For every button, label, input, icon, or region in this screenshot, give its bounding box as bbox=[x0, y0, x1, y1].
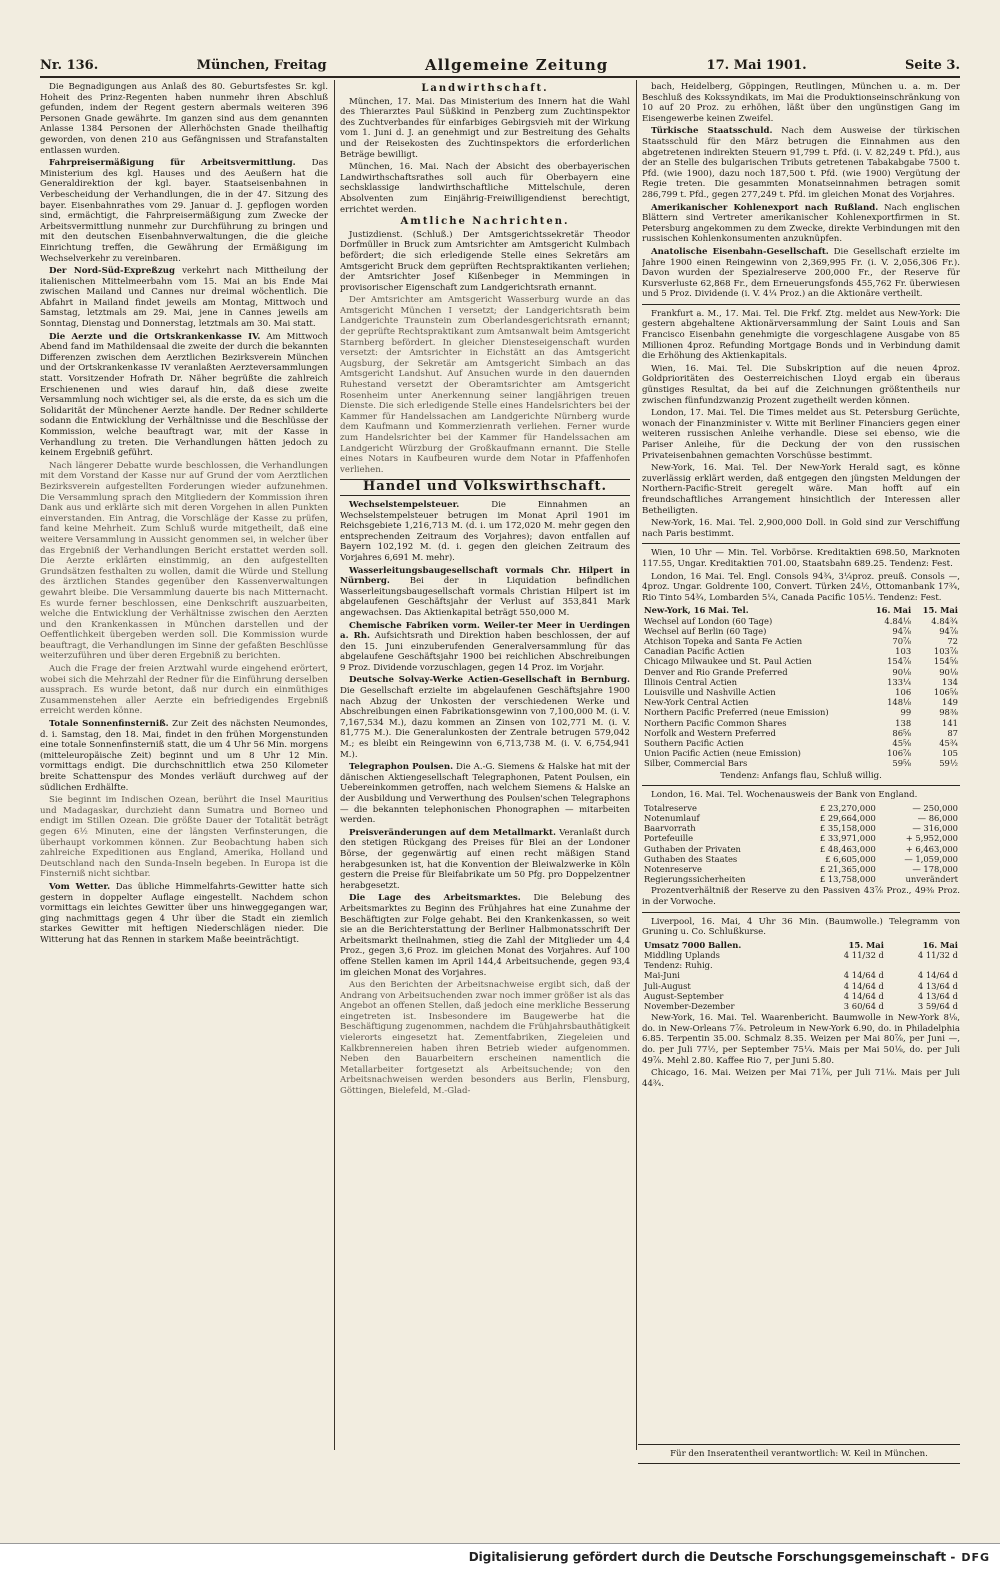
column-rule-2 bbox=[636, 80, 637, 1450]
divider bbox=[642, 304, 960, 305]
row-value: 103 bbox=[895, 646, 912, 657]
row-value: 90⅛ bbox=[892, 666, 912, 677]
table-note: Prozentverhältniß der Reserve zu den Passiven 43⅞ Proz., 49⅜ Proz. in der Vorwoche. bbox=[642, 886, 960, 907]
row-label: Southern Pacific Actien bbox=[644, 737, 744, 748]
row-value: — 1,059,000 bbox=[904, 853, 958, 864]
table-title: London, 16. Mai. Tel. Wochenausweis der Bank von England. bbox=[651, 790, 918, 801]
bank-of-england-table bbox=[642, 803, 960, 885]
telegram: Wien, 16. Mai. Tel. Die Subskription auf die neuen 4proz. Goldprioritäten des Oesterreichischen Lloyd ergab ein überaus günstiges Resultat, da bei auf die Zeichnungen größtentheils nur zwischen fünfundzwanzig Prozent zugetheilt werden können. bbox=[642, 363, 960, 406]
table-title: Liverpool, 16. Mai, 4 Uhr 36 Min. (Baumwolle.) Telegramm von Gruning u. Co. Schlußkurse. bbox=[642, 916, 960, 938]
article-text: Justizdienst. (Schluß.) Der Amtsgerichtssekretär Theodor Dorfmüller in Bruck zum Amtsrichter am Amtsgericht Kulmbach befördert; die sich erledigende Stelle eines Sekretärs am Amtsgericht Bruck dem geprüften Rechtspraktikanten verliehen; der Amtsrichter Josef Kißenbeger in Memmingen in provisorischer Eigenschaft zum Landgerichtsrath ernannt. bbox=[340, 229, 630, 293]
issue-number: Nr. 136. bbox=[40, 57, 99, 73]
article-heading: Die Lage des Arbeitsmarktes. bbox=[349, 893, 521, 904]
row-label: Tendenz: Ruhig. bbox=[644, 960, 713, 971]
row-label: Regierungssicherheiten bbox=[644, 874, 746, 885]
tendency: Tendenz: Anfangs flau, Schluß willig. bbox=[720, 770, 882, 781]
row-label: Union Pacific Actien (neue Emission) bbox=[644, 748, 801, 759]
column-header: 15. Mai bbox=[922, 605, 958, 616]
table-row bbox=[642, 970, 960, 980]
article-continuation: Sie beginnt im Indischen Ozean, berührt die Insel Mauritius und Madagaskar, durchzieht dann Sumatra und Borneo und endigt im Stillen Ozean. Die größte Dauer der Totalität beträgt gegen 6½ Minuten, eine der längsten Verfinsterungen, die überhaupt vorkommen können. Zur Beobachtung haben sich zahlreiche Expeditionen aus England, Amerika, Holland und Deutschland nach den Sunda-Inseln begeben. In Europa ist die Finsterniß nicht sichtbar. bbox=[40, 795, 328, 880]
row-label: Illinois Central Actien bbox=[644, 676, 738, 687]
row-value: 59⅝ bbox=[892, 758, 912, 769]
row-value: 99 bbox=[900, 707, 912, 718]
row-label: New-York Central Actien bbox=[644, 697, 749, 708]
row-label: Denver and Rio Grande Preferred bbox=[644, 666, 788, 677]
row-value: 3 59/64 d bbox=[917, 1000, 958, 1011]
row-value: 4.84¾ bbox=[931, 615, 958, 626]
row-value bbox=[886, 960, 960, 970]
row-value: 98⅜ bbox=[939, 707, 958, 718]
row-value: + 6,463,000 bbox=[905, 843, 958, 854]
row-value: 134 bbox=[942, 676, 958, 687]
row-value: £ 33,971,000 bbox=[819, 833, 876, 844]
row-label: Notenumlauf bbox=[644, 812, 700, 823]
table-row bbox=[642, 960, 960, 970]
row-label: Guthaben der Privaten bbox=[644, 843, 741, 854]
table-row bbox=[642, 616, 960, 626]
article-heading: Amerikanischer Kohlenexport nach Rußland. bbox=[651, 202, 879, 213]
row-label: Northern Pacific Preferred (neue Emission) bbox=[644, 707, 829, 718]
row-value: 4 14/64 d bbox=[917, 970, 958, 981]
row-value: 154⅝ bbox=[933, 656, 958, 667]
row-label: November-Dezember bbox=[644, 1000, 735, 1011]
article-heading: Vom Wetter. bbox=[49, 881, 111, 892]
column-3 bbox=[642, 82, 960, 1430]
table-row bbox=[642, 833, 960, 843]
table-row bbox=[642, 656, 960, 666]
telegram: New-York, 16. Mai. Tel. Waarenbericht. Baumwolle in New-York 8⅛, do. in New-Orleans 7⅞. Petroleum in New-York 6.90, do. in Philadelphia 6.85. Terpentin 35.00. Schmalz 8.35. Weizen per Mai 80⅞, per Juni —, do. per Juli 77½, per September 75¼. Mais per Mai 50⅛, do. per Juli 49⅞. Mehl 2.80. Kaffee Rio 7, per Juni 5.80. bbox=[642, 1013, 960, 1066]
row-value: 103⅞ bbox=[933, 646, 958, 657]
column-2 bbox=[340, 82, 630, 1480]
divider bbox=[642, 785, 960, 786]
liverpool-cotton-table bbox=[642, 940, 960, 1011]
row-label: Norfolk and Western Preferred bbox=[644, 727, 776, 738]
table-row bbox=[642, 844, 960, 854]
row-value: 4 14/64 d bbox=[843, 980, 884, 991]
article-heading: Wasserleitungsbaugesellschaft vormals Chr. Hilpert in Nürnberg. bbox=[340, 565, 630, 587]
article-text: Das Ministerium des kgl. Hauses und des Aeußern hat die Generaldirektion der kgl. bayer. Staatseisenbahnen in Verbescheidung der Verhandlungen, die in der 47. Sitzung des bayer. Eisenbahnrathes vom 29. Januar d. J. gepflogen worden sind, ermächtigt, die Fahrpreisermäßigung zum Zwecke der Arbeitsvermittlung nunmehr zur Durchführung zu bringen und mit den deutschen Eisenbahnverwaltungen, die die gleiche Einrichtung treffen, die Gewährung der Ermäßigung im Wechselverkehr zu vereinbaren. bbox=[40, 158, 328, 264]
article-pardons: Die Begnadigungen aus Anlaß des 80. Geburtsfestes Sr. kgl. Hoheit des Prinz-Regenten haben nunmehr ihren Abschluß gefunden, indem der Regent gestern abermals weiteren 396 Personen Gnade gewährte. Im ganzen sind aus dem genannten Anlasse 1384 Personen der Allerhöchsten Gnade theilhaftig geworden, von denen 210 aus Gefängnissen und Strafanstalten entlassen wurden. bbox=[40, 82, 328, 156]
row-value: 4 14/64 d bbox=[843, 970, 884, 981]
row-label: Totalreserve bbox=[644, 802, 697, 813]
table-title: New-York, 16 Mai. Tel. bbox=[644, 605, 749, 616]
article-text: Zur Zeit des nächsten Neumondes, d. i. Samstag, den 18. Mai, findet in den frühen Morgenstunden eine totale Sonnenfinsterniß statt, die um 4 Uhr 56 Min. morgens (mitteleuropäische Zeit) beginnt und um 8 Uhr 12 Min. vormittags endigt. Die durchschnittlich etwa 250 Kilometer breite Schattenspur des Mondes verläuft durchweg auf der südlichen Erdhälfte. bbox=[40, 719, 328, 793]
article-text: Die Gesellschaft erzielte im abgelaufenen Geschäftsjahre 1900 nach Abzug der Unkosten der verschiedenen Werke und Abschreibungen einen Fabrikationsgewinn von 7,100,000 M. (i. V. 7,167,534 M.), dazu kommen an Zinsen von 102,771 M. (i. V. 81,775 M.). Die Generalunkosten der Zentrale betrugen 579,042 M.; es bleibt ein Reingewinn von 6,713,738 M. (i. V. 6,754,941 M.). bbox=[340, 686, 630, 760]
article-heading: Türkische Staatsschuld. bbox=[651, 126, 773, 137]
row-value: — 250,000 bbox=[912, 802, 958, 813]
article-text: Am Mittwoch Abend fand im Mathildensaal die zweite der durch die bekannten Differenzen zwischen dem Aerztlichen Bezirksverein München und der Ortskrankenkasse IV veranlaßten Aerzteversammlungen statt. Vorsitzender Hofrath Dr. Näher begrüßte die zahlreich Erschienenen und wies darauf hin, daß diese zweite Versammlung noch wichtiger sei, als die erste, da es sich um die Solidarität der Münchener Aerzte handle. Der Redner schilderte sodann die Entwicklung der Verhältnisse und die Beschlüsse der Kommission, welche beauftragt war, mit der Kasse in Verhandlung zu treten. Die Verhandlungen hätten jedoch zu keinem Ergebniß geführt. bbox=[40, 331, 328, 459]
divider bbox=[638, 1444, 960, 1445]
editor-line: Für den Inseratentheil verantwortlich: W. Keil in München. bbox=[670, 1449, 928, 1459]
row-value: 4.84⅛ bbox=[884, 615, 912, 626]
article-heading: Chemische Fabriken vorm. Weiler-ter Meer in Uerdingen a. Rh. bbox=[340, 620, 630, 642]
table-header-row bbox=[642, 940, 960, 950]
article-text: bach, Heidelberg, Göppingen, Reutlingen, München u. a. m. Der Beschluß des Kokssyndikats, im Mai die Produktionseinschränkung von 10 auf 20 Proz. zu erhöhen, läßt über den ungünstigen Gang im Eisengewerbe keinen Zweifel. bbox=[642, 82, 960, 124]
telegram: London, 16 Mai. Tel. Engl. Consols 94¾, 3¼proz. preuß. Consols —, 4proz. Ungar. Goldrente 100, Convert. Türken 24½, Ottomanbank 17¾, Rio Tinto 54¾, Lombarden 5¼, Canada Pacific 105½. Tendenz: Fest. bbox=[642, 571, 960, 603]
table-row bbox=[642, 758, 960, 768]
row-label: August-September bbox=[644, 990, 724, 1001]
table-row bbox=[642, 748, 960, 758]
footer-bar bbox=[0, 1543, 1000, 1570]
article-text: Nach englischen Blättern sind Vertreter amerikanischer Kohlenexportfirmen in St. Petersburg angekommen zu dem Zwecke, direkte Verbindungen mit den russischen Kohlenkonsumenten anzuknüpfen. bbox=[642, 202, 960, 245]
table-row bbox=[642, 823, 960, 833]
row-value: 94⅞ bbox=[892, 625, 912, 636]
telegram: New-York, 16. Mai. Tel. Der New-York Herald sagt, es könne zuverlässig erklärt werden, daß entgegen den jüngsten Meldungen der Northern-Pacific-Streit geregelt wäre. Man hofft auf ein freundschaftliches Arrangement hinsichtlich der Interessen aller Betheiligten. bbox=[642, 463, 960, 516]
telegram: Wien, 10 Uhr — Min. Tel. Vorbörse. Kreditaktien 698.50, Marknoten 117.55, Ungar. Kreditaktien 701.00, Staatsbahn 689.25. Tendenz: Fest. bbox=[642, 548, 960, 569]
row-value: 70⅞ bbox=[892, 635, 912, 646]
ny-stock-table bbox=[642, 605, 960, 768]
row-label: Wechsel auf London (60 Tage) bbox=[644, 615, 773, 626]
table-row bbox=[642, 981, 960, 991]
article-text: Das übliche Himmelfahrts-Gewitter hatte sich gestern in doppelter Auflage eingestellt. Nachdem schon vormittags ein leichtes Gewitter über uns hinweggegangen war, ging nachmittags gegen 4 Uhr über die Stadt ein ziemlich starkes Gewitter mit heftigen Niederschlägen nieder. Die Witterung hat das Rennen in starkem Maße beeinträchtigt. bbox=[40, 881, 328, 945]
issue-date: 17. Mai 1901. bbox=[706, 57, 807, 73]
article-continuation: Aus den Berichten der Arbeitsnachweise ergibt sich, daß der Andrang von Arbeitsuchenden zwar noch immer größer ist als das Angebot an offenen Stellen, daß jedoch eine merkliche Besserung eingetreten ist. Insbesondere im Baugewerbe hat die Beschäftigung zugenommen, nachdem die Frühjahrsbauthätigkeit vielerorts eingesetzt hat. Zementfabriken, Ziegeleien und Kalkbrennereien haben ihren Betrieb wieder aufgenommen. Neben den Bauarbeitern erscheinen namentlich die Metallarbeiter fortgesetzt als Arbeitsuchende; von den Arbeitsnachweisen werden besonders aus Berlin, Flensburg, Göttingen, Bielefeld, M.-Glad- bbox=[340, 980, 630, 1097]
table-row bbox=[642, 667, 960, 677]
row-value: — 178,000 bbox=[912, 863, 958, 874]
article-text: Aufsichtsrath und Direktion haben beschlossen, der auf den 15. Juni einzuberufenden Generalversammlung für das abgelaufene Geschäftsjahr 1900 bei reichlichen Abschreibungen 9 Proz. Dividende vorzuschlagen, gegen 14 Proz. im Vorjahr. bbox=[340, 631, 630, 673]
divider bbox=[642, 543, 960, 544]
row-value: 59½ bbox=[939, 758, 958, 769]
column-header: 15. Mai bbox=[848, 939, 884, 950]
article-text: Die Einnahmen an Wechselstempelsteuer betrugen im Monat April 1901 im Reichsgebiete 1,216,713 M. (d. i. um 172,020 M. mehr gegen den entsprechenden Zeitraum des Vorjahres); davon entfallen auf Bayern 102,192 M. (d. i. gegen den gleichen Zeitraum des Vorjahres 6,691 M. mehr). bbox=[340, 499, 630, 563]
table-row bbox=[642, 803, 960, 813]
table-row bbox=[642, 991, 960, 1001]
row-value: 94⅞ bbox=[939, 625, 958, 636]
row-label: Portefeuille bbox=[644, 833, 694, 844]
section-heading: Amtliche Nachrichten. bbox=[400, 216, 570, 228]
article-heading: Der Nord-Süd-Expreßzug bbox=[49, 266, 175, 277]
page-number: Seite 3. bbox=[905, 57, 960, 73]
article-heading: Telegraphon Poulsen. bbox=[349, 762, 454, 773]
table-row bbox=[642, 646, 960, 656]
row-label: Guthaben des Staates bbox=[644, 853, 738, 864]
divider bbox=[638, 1463, 960, 1464]
footer-text: Digitalisierung gefördert durch die Deutsche Forschungsgemeinschaft - bbox=[468, 1550, 956, 1564]
table-row bbox=[642, 854, 960, 864]
table-row bbox=[642, 874, 960, 884]
column-1 bbox=[40, 82, 328, 1480]
row-value: 4 13/64 d bbox=[917, 980, 958, 991]
row-value: 148⅛ bbox=[887, 697, 912, 708]
section-heading-large: Handel und Volkswirthschaft. bbox=[340, 479, 630, 496]
row-label: Northern Pacific Common Shares bbox=[644, 717, 787, 728]
table-row bbox=[642, 707, 960, 717]
row-value: — 86,000 bbox=[917, 812, 958, 823]
article-continuation: Nach längerer Debatte wurde beschlossen, die Verhandlungen mit dem Vorstand der Kasse nur auf Grund der vom Aerztlichen Bezirksverein aufgestellten Forderungen wieder aufzunehmen. Die Versammlung sprach den Mitgliedern der Kommission ihren Dank aus und erklärte sich mit deren Vorgehen in allen Punkten einverstanden. Ein Antrag, die Vorschläge der Kasse zu prüfen, fand keine Mehrheit. Zum Schluß wurde mitgetheilt, daß eine weitere Versammlung in Aussicht genommen sei, in welcher über das Ergebniß der Verhandlungen Bericht erstattet werden soll. Die Aerzte erklärten einstimmig, an den aufgestellten Grundsätzen festhalten zu wollen, damit die Würde und Stellung des ärztlichen Standes gegenüber den Kassenverwaltungen gewahrt bleibe. Die Versammlung dauerte bis nach Mitternacht. Es wurde ferner beschlossen, eine Denkschrift auszuarbeiten, welche die Entwicklung der Verhältnisse zwischen den Aerzten und den Krankenkassen in München darstellen und der Oeffentlichkeit übergeben werden soll. Die Kommission wurde beauftragt, die Verhandlungen im Sinne der gefaßten Beschlüsse weiterzuführen und über deren Ergebniß zu berichten. bbox=[40, 460, 328, 662]
row-value: 4 14/64 d bbox=[843, 990, 884, 1001]
row-value: £ 23,270,000 bbox=[819, 802, 876, 813]
article-continuation: Auch die Frage der freien Arztwahl wurde eingehend erörtert, wobei sich die Mehrzahl der Redner für die Einführung derselben aussprach. Es wurde betont, daß nur durch ein einmüthiges Zusammenstehen aller Aerzte ein befriedigendes Ergebniß erreicht werden könne. bbox=[40, 664, 328, 717]
article-text: Die A.-G. Siemens & Halske hat mit der dänischen Aktiengesellschaft Telegraphonen, Patent Poulsen, ein Uebereinkommen getroffen, nach welchem Siemens & Halske an der Ausbildung und Verwerthung des Poulsen'schen Telegraphons — die bekannten telephonischen Phonographen — mitarbeiten werden. bbox=[340, 762, 630, 826]
section-heading: Landwirthschaft. bbox=[421, 83, 549, 94]
row-value bbox=[812, 960, 886, 970]
row-value: 72 bbox=[947, 635, 958, 646]
row-value: 138 bbox=[895, 717, 912, 728]
row-value: 141 bbox=[942, 717, 958, 728]
row-value: 45⅝ bbox=[892, 737, 912, 748]
row-value: + 5,952,000 bbox=[905, 833, 958, 844]
table-row bbox=[642, 864, 960, 874]
row-value: £ 29,664,000 bbox=[819, 812, 876, 823]
telegram: London, 17. Mai. Tel. Die Times meldet aus St. Petersburg Gerüchte, wonach der Finanzminister v. Witte mit Berliner Financiers gegen einer weiteren russischen Anleihe verhandle. Diese sei ebenso, wie die Pariser Anleihe, für die Deckung der von den russischen Privateisenbahnen gemachten Vorschüsse bestimmt. bbox=[642, 408, 960, 461]
masthead bbox=[40, 54, 960, 78]
column-rule-1 bbox=[334, 80, 335, 1450]
article-text: München, 17. Mai. Das Ministerium des Innern hat die Wahl des Thierarztes Paul Süßkind in Penzberg zum Zuchtinspektor des Zuchtverbandes für einfarbiges Gebirgsvieh mit der Wirkung vom 1. Juni d. J. an genehmigt und zur Bestreitung des Gehalts und der Reisekosten des Zuchtinspektors die erforderlichen Beträge bewilligt. bbox=[340, 96, 630, 160]
row-value: 3 60/64 d bbox=[843, 1000, 884, 1011]
article-heading: Totale Sonnenfinsterniß. bbox=[49, 719, 169, 730]
row-label: Chicago Milwaukee und St. Paul Actien bbox=[644, 656, 812, 667]
row-value: £ 13,758,000 bbox=[819, 874, 876, 885]
article-text: Die Gesellschaft erzielte im Jahre 1900 einen Reingewinn von 2,369,995 Fr. (i. V. 2,056,306 Fr.). Davon wurden der Spezialreserve 200,000 Fr., der Reserve für Kursverluste 62,868 Fr., dem Erneuerungsfonds 455,762 Fr. überwiesen und 5 Proz. Dividende (i. V. 4¼ Proz.) an die Aktionäre vertheilt. bbox=[642, 246, 960, 300]
row-value: 105 bbox=[942, 748, 958, 759]
row-value: £ 48,463,000 bbox=[819, 843, 876, 854]
row-value: £ 6,605,000 bbox=[825, 853, 876, 864]
telegram: Chicago, 16. Mai. Weizen per Mai 71⅞, per Juli 71⅛. Mais per Juli 44¾. bbox=[642, 1068, 960, 1089]
editor-note bbox=[638, 1440, 960, 1468]
article-text: München, 16. Mai. Nach der Absicht des oberbayerischen Landwirthschaftsrathes soll auch für Oberbayern eine sechsklassige landwirthschaftliche Mittelschule, deren Absolventen zum Einjährig-Freiwilligendienst berechtigt, errichtet werden. bbox=[340, 162, 630, 215]
column-header: 16. Mai bbox=[922, 939, 958, 950]
row-label: Baarvorrath bbox=[644, 823, 696, 834]
row-label: Mai-Juni bbox=[644, 970, 680, 981]
row-value: — 316,000 bbox=[912, 823, 958, 834]
table-row bbox=[642, 950, 960, 960]
city-day: München, Freitag bbox=[196, 57, 327, 73]
article-heading: Die Aerzte und die Ortskrankenkasse IV. bbox=[49, 331, 261, 342]
row-label: Atchison Topeka and Santa Fe Actien bbox=[644, 635, 803, 646]
row-label: Silber, Commercial Bars bbox=[644, 758, 748, 769]
row-value: 45¾ bbox=[939, 737, 958, 748]
article-heading: Anatolische Eisenbahn-Gesellschaft. bbox=[651, 246, 829, 257]
article-heading: Deutsche Solvay-Werke Actien-Gesellschaft in Bernburg. bbox=[349, 675, 630, 686]
article-text: Veranlaßt durch den stetigen Rückgang des Preises für Blei an der Londoner Börse, der gegenwärtig auf einen recht mäßigen Stand herabgesunken ist, hat die Konvention der Bleiwalzwerke in Köln gestern die Preise für Bleifabrikate um 50 Pfg. pro Doppelzentner herabgesetzt. bbox=[340, 827, 630, 891]
table-row bbox=[642, 728, 960, 738]
telegram: Frankfurt a. M., 17. Mai. Tel. Die Frkf. Ztg. meldet aus New-York: Die gestern abgehaltene Aktionärversammlung der Saint Louis and San Francisco Eisenbahn genehmigte die vorgeschlagene Ausgabe von 85 Millionen 4proz. Refunding Mortgage Bonds und in Verbindung damit die Erhöhung des Aktienkapitals. bbox=[642, 308, 960, 362]
row-label: Notenreserve bbox=[644, 863, 702, 874]
telegram: New-York, 16. Mai. Tel. 2,900,000 Doll. in Gold sind zur Verschiffung nach Paris bestimmt. bbox=[642, 518, 960, 539]
article-heading: Wechselstempelsteuer. bbox=[349, 499, 460, 510]
row-value: 87 bbox=[947, 727, 958, 738]
column-header: Umsatz 7000 Ballen. bbox=[644, 939, 742, 950]
row-label: Louisville und Nashville Actien bbox=[644, 686, 776, 697]
row-value: £ 35,158,000 bbox=[819, 823, 876, 834]
row-value: 133¼ bbox=[887, 676, 912, 687]
article-text: verkehrt nach Mittheilung der italienischen Mittelmeerbahn vom 15. Mai an bis Ende Mai zwischen Mailand und Cannes nur dreimal wöchentlich. Die Abfahrt in Mailand findet jeweils am Montag, Mittwoch und Samstag, letztmals am 29. Mai, jene in Cannes jeweils am Sonntag, Dienstag und Donnerstag, letztmals am 30. Mai statt. bbox=[40, 266, 328, 330]
article-text: Bei der in Liquidation befindlichen Wasserleitungsbaugesellschaft vormals Christian Hilpert ist im abgelaufenen Geschäftsjahr der Verlust auf 353,841 Mark angewachsen. Das Aktienkapital beträgt 550,000 M. bbox=[340, 576, 630, 618]
article-heading: Preisveränderungen auf dem Metallmarkt. bbox=[349, 827, 556, 838]
article-heading: Fahrpreisermäßigung für Arbeitsvermittlung. bbox=[49, 158, 296, 169]
row-value: 90⅛ bbox=[939, 666, 958, 677]
row-label: Wechsel auf Berlin (60 Tage) bbox=[644, 625, 767, 636]
dfg-logo: DFG bbox=[961, 1550, 990, 1564]
row-value: unverändert bbox=[905, 874, 958, 885]
article-text: Nach dem Ausweise der türkischen Staatsschuld für den März betrugen die Einnahmen aus den abgetretenen indirekten Steuern 91,799 t. Pfd. (i. V. 82,249 t. Pfd.), aus der an Stelle des bulgarischen Tributs getretenen Tabakabgabe 7500 t. Pfd. (wie 1900), dazu noch 187,500 t. Pfd. (wie 1900) Vergütung der Regie treten. Die gesammten Monatseinnahmen betragen somit 286,799 t. Pfd., gegen 277,249 t. Pfd. im gleichen Monat des Vorjahres. bbox=[642, 126, 960, 200]
table-row bbox=[642, 738, 960, 748]
paper-title: Allgemeine Zeitung bbox=[424, 56, 609, 74]
table-row bbox=[642, 677, 960, 687]
table-row bbox=[642, 697, 960, 707]
table-row bbox=[642, 626, 960, 636]
column-header: 16. Mai bbox=[875, 605, 912, 616]
row-value: 4 11/32 d bbox=[843, 949, 884, 960]
divider bbox=[642, 912, 960, 913]
table-row bbox=[642, 636, 960, 646]
row-value: £ 21,365,000 bbox=[819, 863, 876, 874]
row-value: 106 bbox=[895, 686, 912, 697]
table-row bbox=[642, 813, 960, 823]
row-value: 149 bbox=[942, 697, 958, 708]
row-value: 4 11/32 d bbox=[917, 949, 958, 960]
table-header-row bbox=[642, 605, 960, 615]
row-value: 4 13/64 d bbox=[917, 990, 958, 1001]
row-value: 106⅞ bbox=[887, 748, 912, 759]
row-value: 106⅝ bbox=[933, 686, 958, 697]
row-label: Juli-August bbox=[644, 980, 691, 991]
row-value: 154⅞ bbox=[887, 656, 912, 667]
row-label: Canadian Pacific Actien bbox=[644, 646, 745, 657]
table-row bbox=[642, 687, 960, 697]
table-row bbox=[642, 718, 960, 728]
row-label: Middling Uplands bbox=[644, 949, 720, 960]
article-continuation: Der Amtsrichter am Amtsgericht Wasserburg wurde an das Amtsgericht München I versetzt; der Landgerichtsrath beim Landgerichte Traunstein zum Oberlandesgerichtsrath ernannt; der geprüfte Rechtspraktikant zum Amtsanwalt beim Amtsgericht Starnberg befördert. In gleicher Diensteseigenschaft wurden versetzt: der Amtsrichter in Eichstätt an das Amtsgericht Augsburg, der Sekretär am Amtsgericht Simbach an das Amtsgericht Landshut. Auf Ansuchen wurde in den dauernden Ruhestand versetzt der Oberamtsrichter am Amtsgericht Rosenheim unter Anerkennung seiner langjährigen treuen Dienste. Die sich erledigende Stelle eines Handelsrichters bei der Kammer für Handelssachen am Landgerichte Nürnberg wurde dem Kaufmann und Kommerzienrath verliehen. Ferner wurde zum Handelsrichter bei der Kammer für Handelssachen am Landgericht Würzburg der Großkaufmann ernannt. Die Stelle eines Notars in Kaufbeuren wurde dem Notar in Pfaffenhofen verliehen. bbox=[340, 295, 630, 475]
row-value: 86⅝ bbox=[892, 727, 912, 738]
table-row bbox=[642, 1001, 960, 1011]
article-text: Die Belebung des Arbeitsmarktes zu Beginn des Frühjahres hat eine Zunahme der Beschäftigten zur Folge gehabt. Bei den Krankenkassen, so weit sie an die Berichterstattung der Berliner Halbmonatsschrift Der Arbeitsmarkt theilnahmen, stieg die Zahl der Mitglieder um 4,4 Proz., gegen 3,6 Proz. im gleichen Monat des Vorjahres. Auf 100 offene Stellen kamen im April 144,4 Arbeitsuchende, gegen 93,4 im gleichen Monat des Vorjahres. bbox=[340, 893, 630, 978]
